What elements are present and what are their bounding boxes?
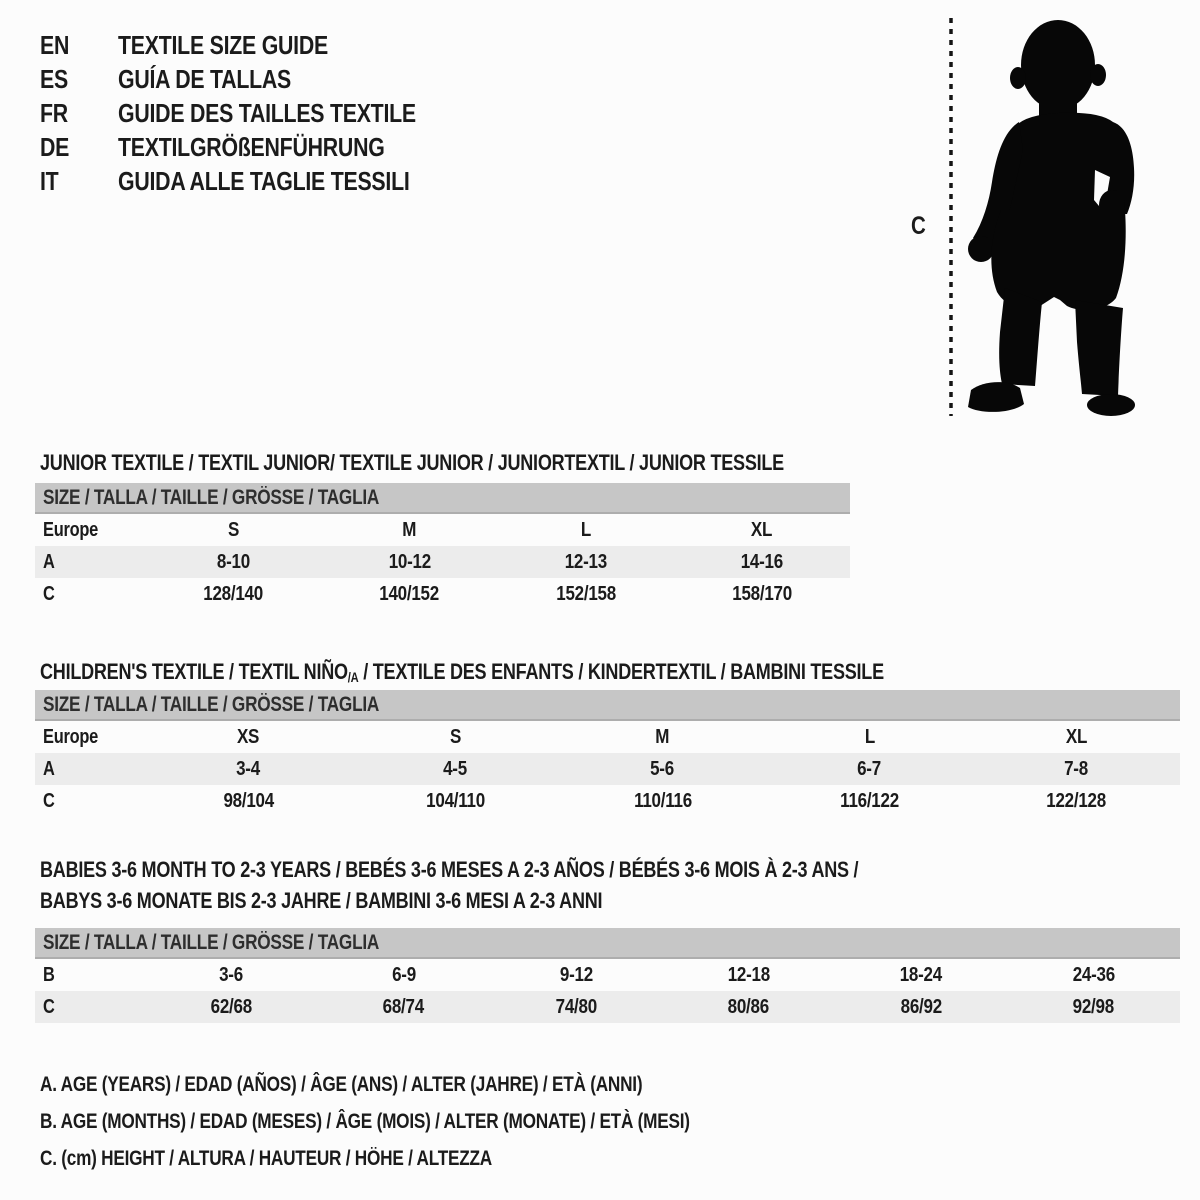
size-value-cell: L: [864, 725, 875, 748]
size-value-cell: 140/152: [379, 582, 440, 605]
size-value-cell: 6-9: [391, 963, 416, 986]
guide-title-es: GUÍA DE TALLAS: [118, 63, 292, 94]
language-row-fr: [40, 96, 481, 130]
size-value-cell: 152/158: [555, 582, 616, 605]
row-label-cell: A: [43, 757, 55, 780]
size-value-cell: 3-4: [236, 757, 261, 780]
size-value-cell: 98/104: [223, 789, 274, 812]
table-row-age-years: [35, 546, 850, 578]
language-code: FR: [40, 97, 68, 128]
size-value-cell: S: [449, 725, 462, 748]
toddler-silhouette-shape: [968, 20, 1135, 416]
row-label-cell: C: [43, 789, 55, 812]
language-code: DE: [40, 131, 70, 162]
size-value-cell: 9-12: [559, 963, 593, 986]
language-code: IT: [40, 165, 59, 196]
size-table-header: [35, 483, 850, 514]
row-label-cell: Europe: [43, 518, 99, 541]
children-section-title-text: CHILDREN'S TEXTILE / TEXTIL NIÑO/A / TEXTILE DES ENFANTS / KINDERTEXTIL / BAMBINI TESSILE: [40, 659, 884, 686]
size-value-cell: 158/170: [732, 582, 792, 605]
size-value-cell: 68/74: [383, 995, 425, 1018]
dimension-legend: [40, 1066, 832, 1177]
size-value-cell: 14-16: [740, 550, 783, 573]
table-row-height-cm: [35, 785, 1180, 817]
children-size-table: [35, 690, 1180, 817]
junior-section-title: [40, 450, 947, 476]
size-value-cell: 12-13: [564, 550, 607, 573]
size-value-cell: 6-7: [857, 757, 882, 780]
row-label-cell: A: [43, 550, 55, 573]
size-value-cell: M: [655, 725, 670, 748]
height-dimension-label: C: [911, 212, 926, 240]
guide-title-fr: GUIDE DES TAILLES TEXTILE: [118, 97, 416, 128]
height-measure-figure: [895, 8, 1153, 424]
size-header-text: SIZE / TALLA / TAILLE / GRÖSSE / TAGLIA: [43, 485, 380, 509]
size-value-cell: 122/128: [1046, 789, 1107, 812]
size-value-cell: 8-10: [216, 550, 250, 573]
size-value-cell: 4-5: [443, 757, 468, 780]
size-value-cell: 62/68: [210, 995, 252, 1018]
babies-size-table: [35, 928, 1180, 1023]
table-row-age-years: [35, 753, 1180, 785]
junior-size-table: [35, 483, 850, 610]
size-value-cell: XL: [1065, 725, 1088, 748]
size-value-cell: 10-12: [388, 550, 431, 573]
size-value-cell: M: [402, 518, 417, 541]
legend-height-cm: C. (cm) HEIGHT / ALTURA / HAUTEUR / HÖHE / ALTEZZA: [40, 1146, 492, 1170]
row-label-cell: B: [43, 963, 55, 986]
language-title-list: [40, 28, 481, 198]
guide-title-it: GUIDA ALLE TAGLIE TESSILI: [118, 165, 410, 196]
size-value-cell: 116/122: [840, 789, 899, 812]
junior-section-title-text: JUNIOR TEXTILE / TEXTIL JUNIOR/ TEXTILE JUNIOR / JUNIORTEXTIL / JUNIOR TESSILE: [40, 450, 784, 476]
language-row-en: [40, 28, 481, 62]
size-value-cell: 80/86: [728, 995, 770, 1018]
language-code: EN: [40, 29, 70, 60]
size-value-cell: 12-18: [727, 963, 770, 986]
size-value-cell: 86/92: [900, 995, 942, 1018]
size-value-cell: 128/140: [203, 582, 263, 605]
size-table-header: [35, 690, 1180, 721]
size-value-cell: 18-24: [900, 963, 943, 986]
size-table-header: [35, 928, 1180, 959]
language-row-de: [40, 130, 481, 164]
size-header-text: SIZE / TALLA / TAILLE / GRÖSSE / TAGLIA: [43, 692, 380, 716]
size-value-cell: 92/98: [1073, 995, 1115, 1018]
row-label-cell: C: [43, 995, 55, 1018]
size-value-cell: 104/110: [426, 789, 485, 812]
size-value-cell: 110/116: [633, 789, 692, 812]
babies-section-title: [40, 854, 1038, 916]
size-value-cell: XS: [237, 725, 260, 748]
size-value-cell: 24-36: [1072, 963, 1115, 986]
row-label-cell: C: [43, 582, 55, 605]
babies-title-line2: BABYS 3-6 MONATE BIS 2-3 JAHRE / BAMBINI 3-6 MESI A 2-3 ANNI: [40, 888, 603, 914]
guide-title-en: TEXTILE SIZE GUIDE: [118, 29, 328, 60]
table-row-europe: [35, 721, 1180, 753]
size-value-cell: XL: [751, 518, 773, 541]
legend-age-years: A. AGE (YEARS) / EDAD (AÑOS) / ÂGE (ANS) / ALTER (JAHRE) / ETÀ (ANNI): [40, 1072, 643, 1096]
guide-title-de: TEXTILGRÖßENFÜHRUNG: [118, 131, 385, 162]
size-value-cell: 7-8: [1064, 757, 1089, 780]
size-value-cell: L: [580, 518, 591, 541]
language-code: ES: [40, 63, 68, 94]
size-value-cell: 74/80: [555, 995, 597, 1018]
size-value-cell: S: [227, 518, 239, 541]
table-row-europe: [35, 514, 850, 546]
language-row-es: [40, 62, 481, 96]
table-row-height-cm: [35, 578, 850, 610]
table-row-age-months: [35, 959, 1180, 991]
language-row-it: [40, 164, 481, 198]
row-label-cell: Europe: [43, 725, 99, 748]
legend-age-months: B. AGE (MONTHS) / EDAD (MESES) / ÂGE (MOIS) / ALTER (MONATE) / ETÀ (MESI): [40, 1109, 690, 1133]
nino-a-subscript: /A: [347, 670, 359, 686]
children-section-title: [40, 659, 1069, 691]
size-value-cell: 5-6: [650, 757, 675, 780]
toddler-silhouette-icon: [895, 8, 1153, 424]
table-row-height-cm: [35, 991, 1180, 1023]
babies-title-line1: BABIES 3-6 MONTH TO 2-3 YEARS / BEBÉS 3-6 MESES A 2-3 AÑOS / BÉBÉS 3-6 MOIS À 2-3 ANS /: [40, 857, 859, 883]
size-header-text: SIZE / TALLA / TAILLE / GRÖSSE / TAGLIA: [43, 930, 380, 954]
size-value-cell: 3-6: [219, 963, 244, 986]
